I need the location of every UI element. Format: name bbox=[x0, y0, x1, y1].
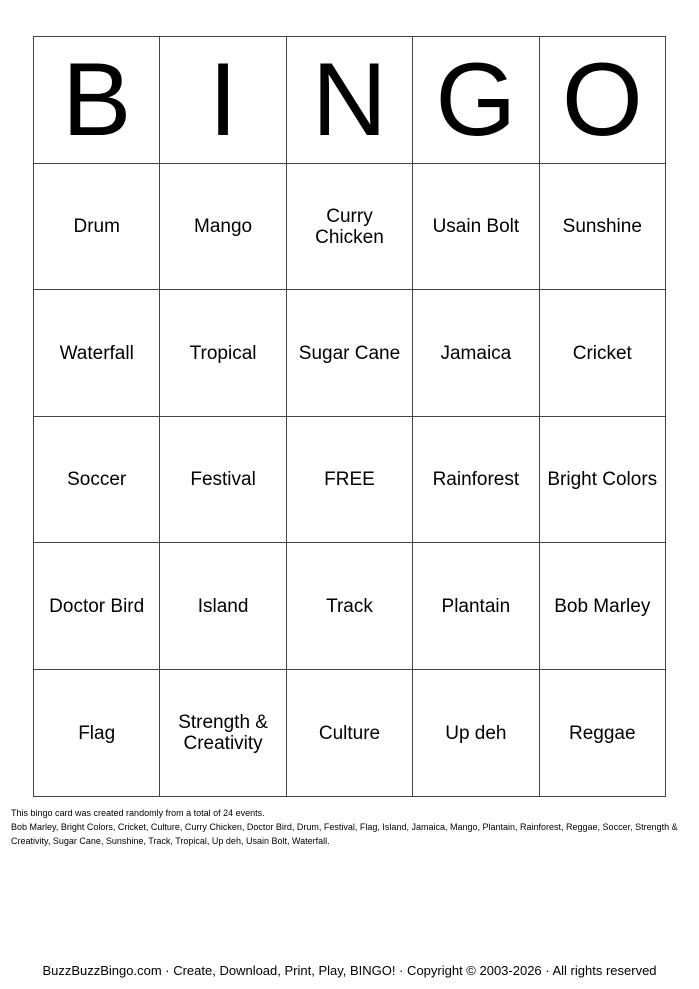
bingo-cell: Strength & Creativity bbox=[160, 670, 286, 797]
bingo-row-2 bbox=[34, 290, 666, 417]
bingo-row-3 bbox=[34, 417, 666, 543]
bingo-cell: Drum bbox=[34, 164, 160, 290]
bingo-row-1 bbox=[34, 164, 666, 290]
site-footer: BuzzBuzzBingo.com · Create, Download, Print, Play, BINGO! · Copyright © 2003-2026 · All rights reserved bbox=[42, 963, 657, 978]
bingo-cell: Sugar Cane bbox=[286, 290, 412, 417]
bingo-cell: Usain Bolt bbox=[413, 164, 539, 290]
bingo-cell: Waterfall bbox=[34, 290, 160, 417]
bingo-card bbox=[33, 36, 666, 797]
bingo-cell: Festival bbox=[160, 417, 286, 543]
bingo-cell: Reggae bbox=[539, 670, 665, 797]
bingo-cell: Cricket bbox=[539, 290, 665, 417]
bingo-cell: Culture bbox=[286, 670, 412, 797]
bingo-cell: Track bbox=[286, 543, 412, 670]
bingo-row-4 bbox=[34, 543, 666, 670]
header-letter-b: B bbox=[34, 37, 160, 164]
bingo-cell: Island bbox=[160, 543, 286, 670]
bingo-header-row bbox=[34, 37, 666, 164]
bingo-cell: Rainforest bbox=[413, 417, 539, 543]
footnote-event-list: Bob Marley, Bright Colors, Cricket, Culture, Curry Chicken, Doctor Bird, Drum, Festival, Flag, Island, Jamaica, Mango, Plantain, Rainforest, Reggae, Soccer, Strength & Creativity, Sugar Cane, Sunshine, Track, Tropical, Up deh, Usain Bolt, Waterfall. bbox=[11, 822, 678, 846]
footnote-intro: This bingo card was created randomly from a total of 24 events. bbox=[11, 808, 265, 818]
bingo-cell: Mango bbox=[160, 164, 286, 290]
bingo-row-5 bbox=[34, 670, 666, 797]
bingo-cell: Doctor Bird bbox=[34, 543, 160, 670]
header-letter-n: N bbox=[286, 37, 412, 164]
bingo-cell: Tropical bbox=[160, 290, 286, 417]
header-letter-g: G bbox=[413, 37, 539, 164]
bingo-cell: Soccer bbox=[34, 417, 160, 543]
header-letter-i: I bbox=[160, 37, 286, 164]
card-footnote bbox=[11, 806, 691, 848]
bingo-cell: Flag bbox=[34, 670, 160, 797]
bingo-cell: Plantain bbox=[413, 543, 539, 670]
bingo-cell: Jamaica bbox=[413, 290, 539, 417]
header-letter-o: O bbox=[539, 37, 665, 164]
bingo-cell: Sunshine bbox=[539, 164, 665, 290]
bingo-cell: Bright Colors bbox=[539, 417, 665, 543]
bingo-cell: Curry Chicken bbox=[286, 164, 412, 290]
bingo-cell: Bob Marley bbox=[539, 543, 665, 670]
bingo-cell: Up deh bbox=[413, 670, 539, 797]
free-space-cell: FREE bbox=[286, 417, 412, 543]
